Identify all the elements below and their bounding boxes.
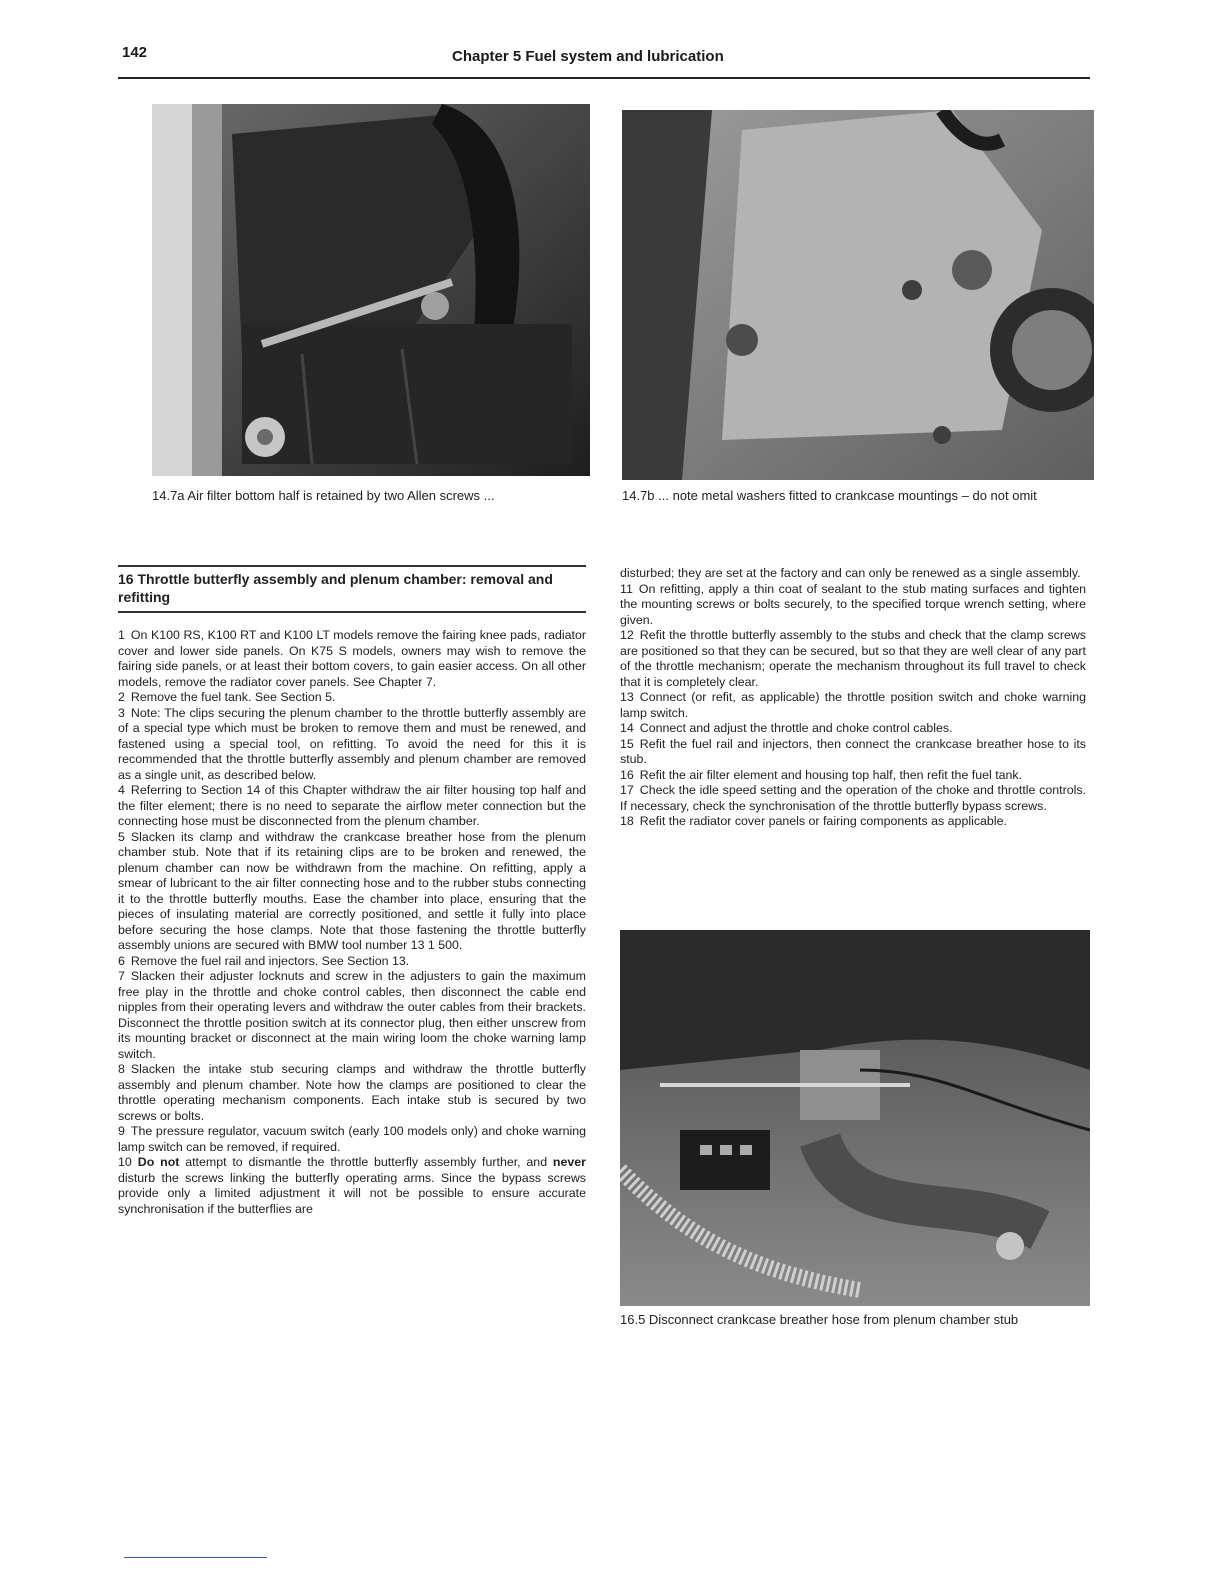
header-rule [118, 77, 1090, 79]
paragraph: 4 Referring to Section 14 of this Chapter withdraw the air filter housing top half and the filter element; there is no need to separate the airflow meter connection but the connecting hose must be disconnected from the plenum chamber. [118, 783, 586, 828]
photo-crankcase-mountings [622, 110, 1094, 480]
paragraph: 7 Slacken their adjuster locknuts and screw in the adjusters to gain the maximum free play in the throttle and choke control cables, then disconnect the cable end nipples from their operating levers and withdraw the outer cables from their brackets. Disconnect the throttle position switch at its connector plug, then either unscrew from its mounting bracket or disconnect at the main wiring loom the choke warning lamp switch. [118, 969, 586, 1061]
paragraph: 8 Slacken the intake stub securing clamps and withdraw the throttle butterfly assembly and plenum chamber. Note how the clamps are positioned to clear the throttle operating mechanism components. Each intake stub is secured by two screws or bolts. [118, 1062, 586, 1123]
paragraph: 2 Remove the fuel tank. See Section 5. [118, 690, 336, 704]
figure-caption: 14.7a Air filter bottom half is retained by two Allen screws ... [152, 488, 495, 503]
right-column-text [620, 566, 1086, 830]
figure-caption: 16.5 Disconnect crankcase breather hose from plenum chamber stub [620, 1312, 1019, 1327]
paragraph: 5 Slacken its clamp and withdraw the crankcase breather hose from the plenum chamber stub. Note that if its retaining clips are to be broken and renewed, the plenum chamber can now be withdrawn from the machine. On refitting, apply a smear of lubricant to the air filter connecting hose and to the rubber stubs connecting it to the throttle butterfly mouths. Ease the chamber into place, ensuring that the pieces of insulating material are correctly positioned, and settle it fully into place before securing the hose clamps. Note that those fastening the throttle butterfly assembly unions are secured with BMW tool number 13 1 500. [118, 829, 586, 952]
paragraph: 18 Refit the radiator cover panels or fairing components as applicable. [620, 814, 1007, 828]
paragraph: 11 On refitting, apply a thin coat of sealant to the stub mating surfaces and tighten the mounting screws or bolts securely, to the specified torque wrench setting, where given. [620, 581, 1086, 627]
photo-breather-hose [620, 930, 1090, 1306]
paragraph: 3 Note: The clips securing the plenum chamber to the throttle butterfly assembly are of a special type which must be broken to remove them and must be renewed, and fastened using a special tool, on refitting. To avoid the need for this it is recommended that the throttle butterfly assembly and plenum chamber are removed as a single unit, as described below. [118, 705, 586, 782]
paragraph: 6 Remove the fuel rail and injectors. See Section 13. [118, 953, 410, 968]
figure-caption: 14.7b ... note metal washers fitted to crankcase mountings – do not omit [622, 488, 1037, 503]
section-rule-top [118, 565, 586, 567]
footer-rule [124, 1557, 267, 1558]
section-title: 16 Throttle butterfly assembly and plenum chamber: removal and refitting [118, 571, 553, 605]
paragraph: disturbed; they are set at the factory and can only be renewed as a single assembly. [620, 566, 1081, 580]
paragraph: 16 Refit the air filter element and housing top half, then refit the fuel tank. [620, 767, 1023, 782]
photo-air-filter-housing [152, 104, 590, 476]
chapter-title: Chapter 5 Fuel system and lubrication [452, 48, 724, 65]
page-number: 142 [122, 44, 148, 61]
paragraph: 1 On K100 RS, K100 RT and K100 LT models remove the fairing knee pads, radiator cover and lower side panels. On K75 S models, owners may wish to remove the fairing side panels, or at least their bottom covers, to gain easier access. On all other models, remove the radiator cover panels. See Chapter 7. [118, 628, 586, 689]
section-rule-bottom [118, 611, 586, 613]
paragraph: 13 Connect (or refit, as applicable) the throttle position switch and choke warning lamp switch. [620, 690, 1086, 720]
paragraph: 15 Refit the fuel rail and injectors, then connect the crankcase breather hose to its stub. [620, 736, 1086, 766]
paragraph: 12 Refit the throttle butterfly assembly to the stubs and check that the clamp screws are positioned so that they can be secured, but so that they are well clear of any part of the throttle mechanism; operate the mechanism throughout its full travel to check that it is completely clear. [620, 628, 1086, 689]
paragraph: 14 Connect and adjust the throttle and choke control cables. [620, 721, 953, 735]
paragraph: 10 Do not attempt to dismantle the throttle butterfly assembly further, and never disturb the screws linking the butterfly operating arms. Since the bypass screws provide only a limited adjustment it will not be possible to ensure accurate synchronisation if the butterflies are [118, 1155, 586, 1216]
paragraph: 9 The pressure regulator, vacuum switch (early 100 models only) and choke warning lamp switch can be removed, if required. [118, 1124, 586, 1154]
paragraph: 17 Check the idle speed setting and the operation of the choke and throttle controls. If necessary, check the synchronisation of the throttle butterfly bypass screws. [620, 783, 1086, 813]
left-column-text [118, 628, 586, 1217]
